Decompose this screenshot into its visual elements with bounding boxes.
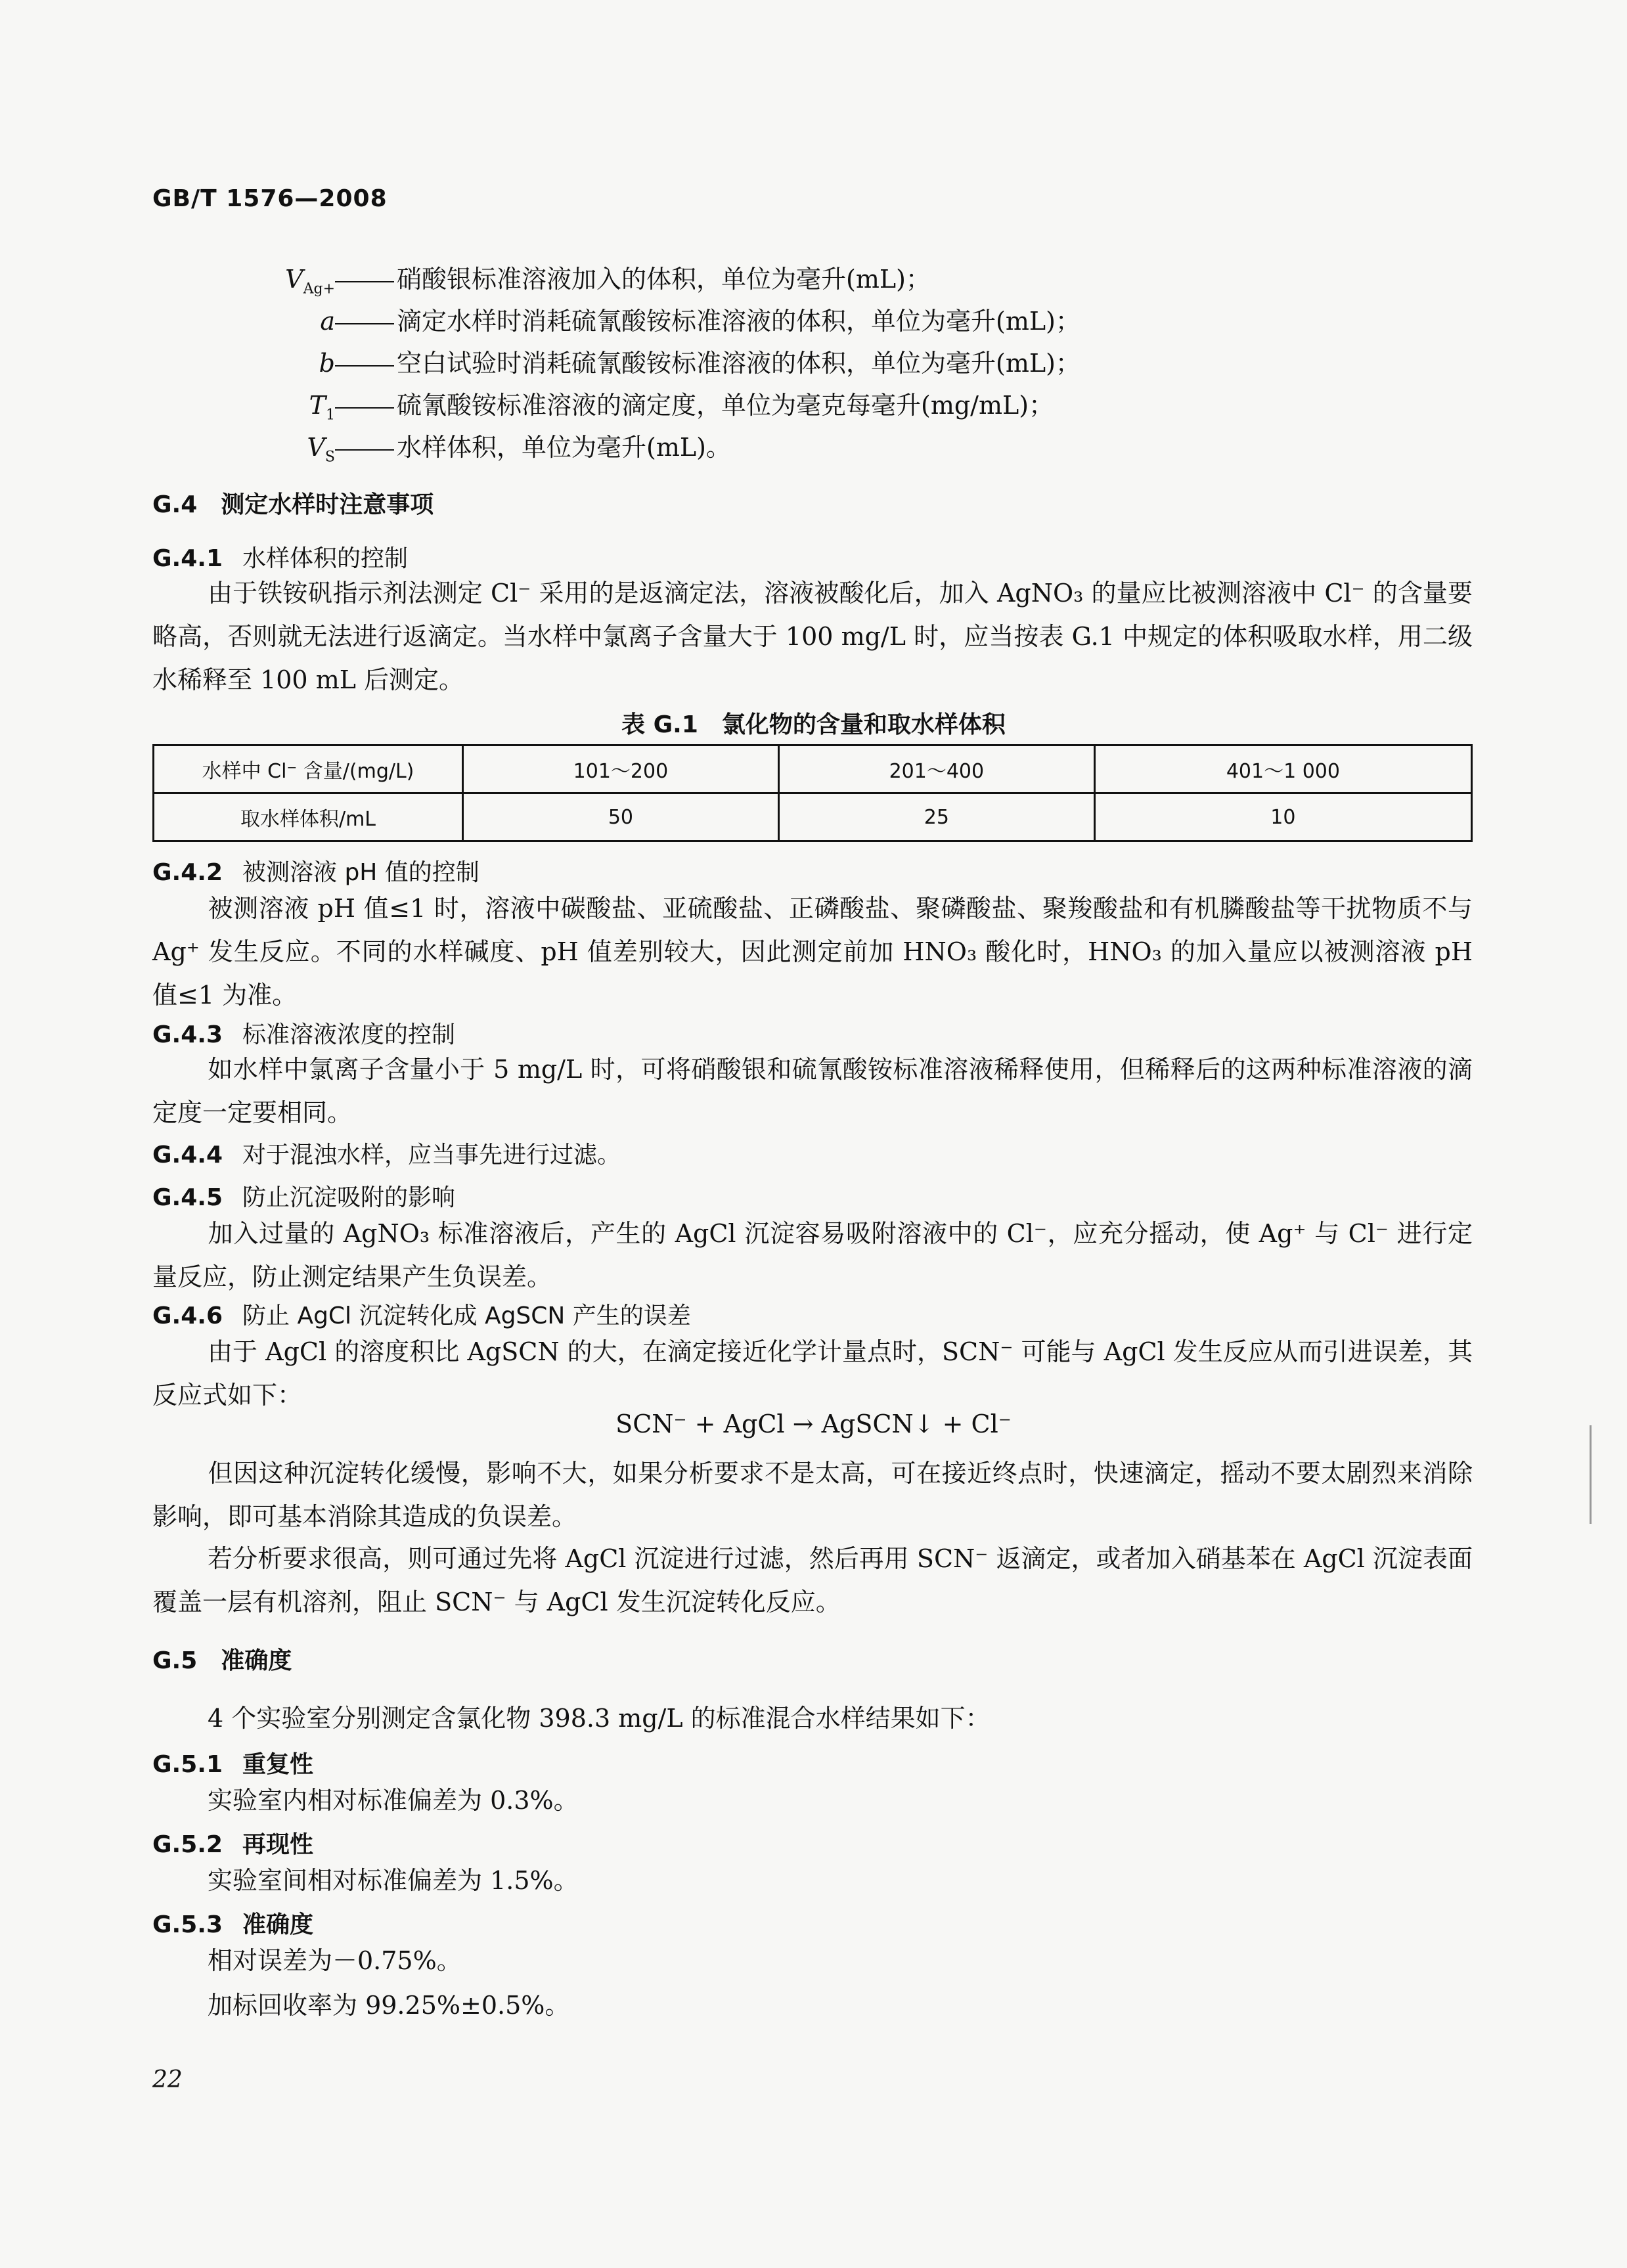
definition-row <box>210 342 1458 384</box>
paragraph-g46-1: 由于 AgCl 的溶度积比 AgSCN 的大，在滴定接近化学计量点时，SCN⁻ 可能与 AgCl 发生反应从而引进误差，其反应式如下： <box>152 1337 1473 1410</box>
standard-code: GB/T 1576—2008 <box>152 185 388 212</box>
definition-text: 水样体积，单位为毫升(mL)。 <box>335 426 731 468</box>
symbol-definitions <box>210 258 1458 468</box>
definition-text: 空白试验时消耗硫氰酸铵标准溶液的体积，单位为毫升(mL)； <box>335 342 1081 384</box>
table-cell: 25 <box>778 793 1094 841</box>
definition-symbol: b <box>319 349 335 378</box>
chloride-volume-table <box>152 744 1473 842</box>
paragraph-g53-2: 加标回收率为 99.25%±0.5%。 <box>208 1991 570 2020</box>
section-heading-g5: G.5 准确度 <box>152 1647 292 1674</box>
paragraph-g51: 实验室内相对标准偏差为 0.3%。 <box>208 1786 579 1815</box>
table-cell: 401～1 000 <box>1094 745 1471 793</box>
definition-symbol: $V_S$ <box>307 433 335 466</box>
section-heading-g4: G.4 测定水样时注意事项 <box>152 491 434 518</box>
definition-text: 滴定水样时消耗硫氰酸铵标准溶液的体积，单位为毫升(mL)； <box>335 300 1081 342</box>
table-cell: 10 <box>1094 793 1471 841</box>
definition-symbol: $V_{Ag+}$ <box>285 265 335 298</box>
definition-row <box>210 384 1458 426</box>
table-cell: 水样中 Cl⁻ 含量/(mg/L) <box>154 745 463 793</box>
definition-symbol: a <box>320 307 335 336</box>
definition-row <box>210 300 1458 342</box>
paragraph-g42: 被测溶液 pH 值≤1 时，溶液中碳酸盐、亚硫酸盐、正磷酸盐、聚磷酸盐、聚羧酸盐和有机膦酸盐等干扰物质不与 Ag⁺ 发生反应。不同的水样碱度、pH 值差别较大，因此测定前加 HNO₃ 酸化时，HNO₃ 的加入量应以被测溶液 pH 值≤1 为准。 <box>152 894 1473 1010</box>
paragraph-g46-2: 但因这种沉淀转化缓慢，影响不大，如果分析要求不是太高，可在接近终点时，快速滴定，摇动不要太剧烈来消除影响，即可基本消除其造成的负误差。 <box>152 1459 1473 1531</box>
paragraph-g41: 由于铁铵矾指示剂法测定 Cl⁻ 采用的是返滴定法，溶液被酸化后，加入 AgNO₃ 的量应比被测溶液中 Cl⁻ 的含量要略高，否则就无法进行返滴定。当水样中氯离子含量大于 100 mg/L 时，应当按表 G.1 中规定的体积吸取水样，用二级水稀释至 100 mL 后测定。 <box>152 579 1473 694</box>
table-cell: 取水样体积/mL <box>154 793 463 841</box>
subsection-heading-g44: G.4.4 对于混浊水样，应当事先进行过滤。 <box>152 1142 621 1168</box>
table-cell: 101～200 <box>463 745 779 793</box>
subsection-heading-g53: G.5.3 准确度 <box>152 1911 314 1938</box>
subsection-heading-g52: G.5.2 再现性 <box>152 1831 314 1858</box>
definition-row <box>210 258 1458 300</box>
subsection-heading-g46: G.4.6 防止 AgCl 沉淀转化成 AgSCN 产生的误差 <box>152 1302 691 1329</box>
paragraph-g52: 实验室间相对标准偏差为 1.5%。 <box>208 1866 579 1895</box>
subsection-heading-g51: G.5.1 重复性 <box>152 1751 314 1778</box>
definition-row <box>210 426 1458 468</box>
subsection-heading-g45: G.4.5 防止沉淀吸附的影响 <box>152 1184 456 1211</box>
paragraph-g53-1: 相对误差为－0.75%。 <box>208 1946 462 1975</box>
table-cell: 50 <box>463 793 779 841</box>
definition-symbol: $T_1$ <box>309 391 335 424</box>
table-caption: 表 G.1 氯化物的含量和取水样体积 <box>621 711 1006 738</box>
definition-text: 硫氰酸铵标准溶液的滴定度，单位为毫克每毫升(mg/mL)； <box>335 384 1054 426</box>
table-row <box>154 793 1472 841</box>
table-cell: 201～400 <box>778 745 1094 793</box>
paragraph-g45: 加入过量的 AgNO₃ 标准溶液后，产生的 AgCl 沉淀容易吸附溶液中的 Cl⁻，应充分摇动，使 Ag⁺ 与 Cl⁻ 进行定量反应，防止测定结果产生负误差。 <box>152 1219 1473 1291</box>
scan-edge-mark <box>1590 1425 1592 1524</box>
page-number: 22 <box>152 2066 183 2093</box>
definition-text: 硝酸银标准溶液加入的体积，单位为毫升(mL)； <box>335 258 931 300</box>
paragraph-g5-intro: 4 个实验室分别测定含氯化物 398.3 mg/L 的标准混合水样结果如下： <box>208 1704 991 1733</box>
subsection-heading-g42: G.4.2 被测溶液 pH 值的控制 <box>152 859 479 886</box>
reaction-formula: SCN⁻ + AgCl → AgSCN↓ + Cl⁻ <box>615 1410 1012 1438</box>
paragraph-g43: 如水样中氯离子含量小于 5 mg/L 时，可将硝酸银和硫氰酸铵标准溶液稀释使用，但稀释后的这两种标准溶液的滴定度一定要相同。 <box>152 1055 1473 1127</box>
subsection-heading-g41: G.4.1 水样体积的控制 <box>152 545 409 572</box>
table-row <box>154 745 1472 793</box>
subsection-heading-g43: G.4.3 标准溶液浓度的控制 <box>152 1021 456 1048</box>
paragraph-g46-3: 若分析要求很高，则可通过先将 AgCl 沉淀进行过滤，然后再用 SCN⁻ 返滴定，或者加入硝基苯在 AgCl 沉淀表面覆盖一层有机溶剂，阻止 SCN⁻ 与 AgCl 发生沉淀转化反应。 <box>152 1544 1473 1616</box>
